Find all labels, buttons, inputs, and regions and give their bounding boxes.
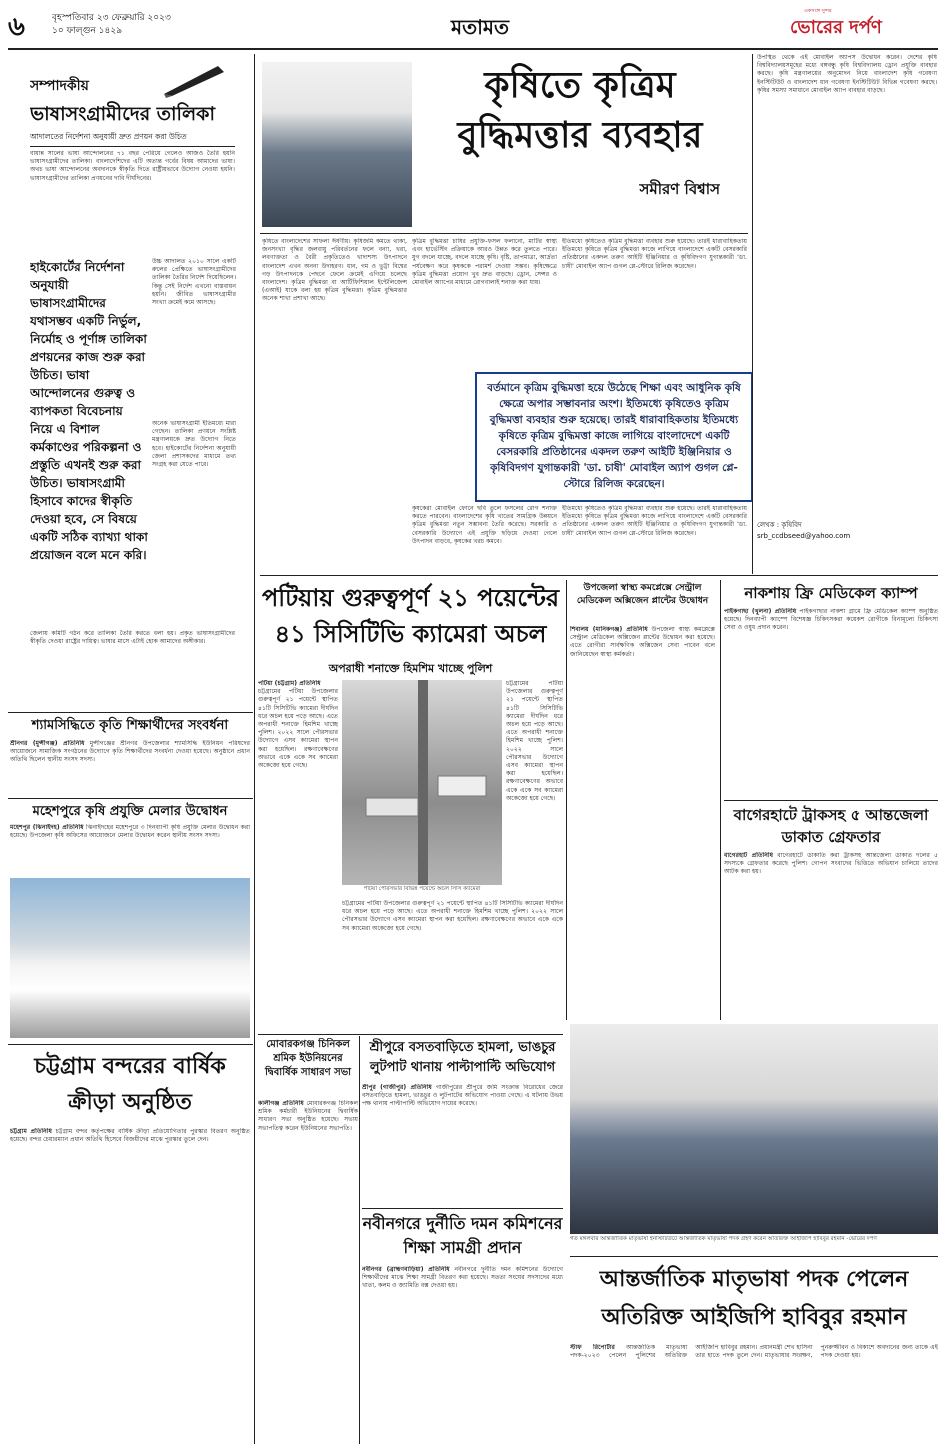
award-caption-text: গত মঙ্গলবার আন্তর্জাতিক মাতৃভাষা ইনস্টিটিউটে আন্তর্জাতিক মাতৃভাষা পদক গ্রহণ করেন অতিরিক্ত আইজিপি হাবিবুর রহমান [570,1236,845,1242]
mid-rule-1 [258,1034,563,1035]
left-rule-3 [8,1044,253,1045]
lead-title: কৃষিতে কৃত্রিম বুদ্ধিমত্তার ব্যবহার [457,64,703,156]
left-rule-1 [8,712,253,713]
editorial-intro: বায়ান্ন সালের ভাষা আন্দোলনের ৭১ বছর পেরিয়ে গেলেও আজও তৈরি হয়নি ভাষাসংগ্রামীদের তালিকা। বাংলাদেশিদের এটি অত্যন্ত গর্বের বিষয় আমাদের ভাষা। অথচ ভাষা আন্দোলনের অবদানকে স্বীকৃতি দিতে রাষ্ট্রীয়ভাবে উদ্যোগ নেওয়া হয়নি। ভাষাসংগ্রামীদের তালিকা প্রণয়নের দাবি দীর্ঘদিনের। [30,150,235,182]
date-bengali: ১০ ফাল্গুন ১৪২৯ [52,26,123,36]
sports-body [10,1128,250,1444]
sreepur-text: গাজীপুরের শ্রীপুরে জমি সংক্রান্ত বিরোধের জেরে বসতবাড়িতে হামলা, ভাঙচুর ও লুটপাটের অভিযোগ পাওয়া গেছে। এ ঘটনায় উভয় পক্ষ থানায় পাল্টাপাল্টি অভিযোগ দায়ের করেছে। [362,1084,563,1108]
acc-text: নবীনগরে দুর্নীতি দমন কমিশনের উদ্যোগে শিক্ষার্থীদের মাঝে শিক্ষা সামগ্রী বিতরণ করা হয়েছে। সততা সংঘের সদস্যদের মধ্যে খাতা, কলম ও জ্যামিতি বক্স দেওয়া হয়। [362,1266,563,1290]
left-rule-2 [8,798,253,799]
masthead-tagline: একসঙ্গে সুন্দর [804,8,832,14]
lead-byline: সমীরণ বিশ্বাস [639,180,720,198]
oxygen-title: উপজেলা স্বাস্থ্য কমপ্লেক্সে সেন্ট্রাল মেডিকেল অক্সিজেন প্লান্টের উদ্বোধন [576,583,709,606]
camp-text: পাইকগাছার নাকশা গ্রামে ফ্রি মেডিকেল ক্যাম্প অনুষ্ঠিত হয়েছে। দিনব্যাপী ক্যাম্পে বিশেষজ্ঞ চিকিৎসকরা কয়েকশ রোগীকে বিনামূল্যে চিকিৎসা সেবা ও ওষুধ প্রদান করেন। [724,608,938,632]
union-body [258,1100,358,1444]
sports-text: চট্টগ্রাম বন্দর কর্তৃপক্ষের বার্ষিক ক্রীড়া প্রতিযোগিতার পুরস্কার বিতরণ অনুষ্ঠিত হয়েছে। বন্দর চেয়ারম্যান প্রধান অতিথি হিসেবে বিজয়ীদের মাঝে পুরস্কার তুলে দেন। [10,1128,250,1144]
fair-text: ঝিনাইদহের মহেশপুরে ৩ দিনব্যাপী কৃষি প্রযুক্তি মেলার উদ্বোধন করা হয়েছে। উপজেলা কৃষি অফিসের আয়োজনে মেলার উদ্বোধন করেন স্থানীয় সংসদ সদস্য। [10,824,250,840]
award-title: আন্তর্জাতিক মাতৃভাষা পদক পেলেন অতিরিক্ত আইজিপি হাবিবুর রহমান [599,1266,909,1330]
editorial-rule [30,146,235,147]
union-dateline: কালীগঞ্জ প্রতিনিধি [258,1100,304,1107]
fair-body [10,824,250,874]
lead-column-divider [752,54,753,574]
header-rule [8,48,938,50]
section-name: মতামত [450,15,510,39]
oxygen-dateline: শিবালয় (মানিকগঞ্জ) প্রতিনিধি [570,626,648,633]
lead-column-4: উপস্থিত থেকে এই মোবাইল অ্যাপস উদ্বোধন করেন। দেশের কৃষি বিশ্ববিদ্যালয়সমূহের মধ্যে বঙ্গবন্ধু কৃষি বিশ্ববিদ্যালয় ড্রোন প্রযুক্তি ব্যবহার করছে। কৃষি মন্ত্রণালয়ের অনুমোদন নিয়ে বাংলাদেশ কৃষি গবেষণা ইনস্টিটিউট ও বাংলাদেশ ধান গবেষণা ইনস্টিটিউট বিভিন্ন গবেষণা করছে। কৃষির সমস্যা সমাধানে মোবাইল অ্যাপ ব্যবহার বাড়ছে। [757,54,937,94]
editorial-subtitle: আদালতের নির্দেশনা অনুযায়ী দ্রুত প্রণয়ন করা উচিত [30,132,187,141]
sreepur-body [362,1084,563,1204]
camp-divider [720,580,721,1020]
award-rule [570,1256,938,1257]
robbery-text: বাগেরহাটে ডাকাতি করা ট্রাকসহ আন্তজেলা ডাকাত দলের ৫ সদস্যকে গ্রেফতার করেছে পুলিশ। গোপন সংবাদের ভিত্তিতে অভিযান চালিয়ে তাদের আটক করা হয়। [724,852,938,876]
sports-title: চট্টগ্রাম বন্দরের বার্ষিক ক্রীড়া অনুষ্ঠিত [34,1053,226,1115]
author-photo [262,62,412,227]
editorial-pullquote: হাইকোর্টের নির্দেশনা অনুযায়ী ভাষাসংগ্রামীদের যথাসম্ভব একটি নির্ভুল, নির্মোহ ও পূর্ণাঙ্গ তালিকা প্রণয়নের কাজ শুরু করা উচিত। ভাষা আন্দোলনের গুরুত্ব ও ব্যাপকতা বিবেচনায় নিয়ে এ বিশাল কর্মকাণ্ডের পরিকল্পনা ও প্রস্তুতি এখনই শুরু করা উচিত। ভাষাসংগ্রামী হিসাবে কাদের স্বীকৃতি দেওয়া হবে, সে বিষয়ে একটি সঠিক ব্যাখ্যা থাকা প্রয়োজন বলে মনে করি। [30,260,148,562]
robbery-title: বাগেরহাটে ট্রাকসহ ৫ আন্তজেলা ডাকাত গ্রেফতার [733,806,929,846]
tribute-text: মুন্সীগঞ্জের শ্রীনগর উপজেলার শ্যামসিদ্ধি ইউনিয়ন পরিষদের আয়োজনে সামাজিক সংগঠনের উদ্যোগে কৃতি শিক্ষার্থীদের সংবর্ধনা দেওয়া হয়েছে। অনুষ্ঠানে প্রধান অতিথি ছিলেন স্থানীয় সংসদ সদস্য। [10,740,250,764]
union-text: মোবারকগঞ্জ চিনিকল শ্রমিক কর্মচারী ইউনিয়নের দ্বিবার্ষিক সাধারণ সভা অনুষ্ঠিত হয়েছে। সভায় সভাপতিত্ব করেন ইউনিয়নের সভাপতি। [258,1100,358,1132]
award-body [570,1344,938,1444]
award-credit: -ভোরের দর্পণ [846,1236,877,1242]
award-text: আন্তর্জাতিক মাতৃভাষা পদক-২০২৩ পেলেন পুলিশের অতিরিক্ত আইজিপি হাবিবুর রহমান। প্রধানমন্ত্রী শেখ হাসিনা তার হাতে পদক তুলে দেন। মাতৃভাষার সংরক্ষণ, পুনরুজ্জীবন ও বিকাশে অবদানের জন্য তাকে এই পদক দেওয়া হয়। [570,1344,938,1360]
patiya-dateline: পটিয়া (চট্টগ্রাম) প্রতিনিধি [258,680,321,687]
camp-title: নাকশায় ফ্রি মেডিকেল ক্যাম্প [744,584,918,602]
fair-dateline: মহেশপুর (ঝিনাইদহ) প্রতিনিধি [10,824,84,831]
camp-body [724,608,938,798]
award-photo [570,1024,938,1234]
sreepur-title: শ্রীপুরে বসতবাড়িতে হামলা, ভাঙচুর লুটপাট থানায় পাল্টাপাল্টি অভিযোগ [369,1040,556,1075]
union-title: মোবারকগঞ্জ চিনিকল শ্রমিক ইউনিয়নের দ্বিবার্ষিক সাধারণ সভা [264,1039,352,1078]
lead-column-3b: ইতিমধ্যে কৃষিতেও কৃত্রিম বুদ্ধিমত্তা ব্যবহার শুরু হয়েছে। তারই ধারাবাহিকতায় ইতিমধ্যে কৃষিতে কৃত্রিম বুদ্ধিমত্তা কাজে লাগিয়ে বাংলাদেশে একটি বেসরকারি প্রতিষ্ঠানের একদল তরুণ আইটি ইঞ্জিনিয়ার ও কৃষিবিদগণ যুগান্তকারী 'ডা. চাষী' মোবাইল অ্যাপ গুগল প্লে-স্টোরে রিলিজ করেছেন। [562,505,747,537]
patiya-text: চট্টগ্রামের পটিয়া উপজেলার গুরুত্বপূর্ণ ২১ পয়েন্টে স্থাপিত ৪১টি সিসিটিভি ক্যামেরা দীর্ঘদিন ধরে অচল হয়ে পড়ে আছে। এতে অপরাধী শনাক্তে হিমশিম খাচ্ছে পুলিশ। ২০২২ সালে পৌরসভার উদ্যোগে এসব ক্যামেরা স্থাপন করা হয়েছিল। রক্ষণাবেক্ষণের অভাবে একে একে সব ক্যামেরা অকেজো হয়ে গেছে। [258,688,338,770]
acc-dateline: নবীনগর (ব্রাহ্মণবাড়িয়া) প্রতিনিধি [362,1266,450,1273]
author-email: srb_ccdbseed@yahoo.com [757,532,851,540]
patiya-subtitle: অপরাধী শনাক্তে হিমশিম খাচ্ছে পুলিশ [328,662,493,675]
patiya-body-3: চট্টগ্রামের পটিয়া উপজেলার গুরুত্বপূর্ণ ২১ পয়েন্টে স্থাপিত ৪১টি সিসিটিভি ক্যামেরা দীর্ঘদিন ধরে অচল হয়ে পড়ে আছে। এতে অপরাধী শনাক্তে হিমশিম খাচ্ছে পুলিশ। ২০২২ সালে পৌরসভার উদ্যোগে এসব ক্যামেরা স্থাপন করা হয়েছিল। রক্ষণাবেক্ষণের অভাবে একে একে সব ক্যামেরা অকেজো হয়ে গেছে। [342,900,563,932]
fair-title: মহেশপুরে কৃষি প্রযুক্তি মেলার উদ্বোধন [32,804,228,819]
sreepur-dateline: শ্রীপুর (গাজীপুর) প্রতিনিধি [362,1084,432,1091]
tribute-dateline: শ্রীনগর (মুন্সীগঞ্জ) প্রতিনিধি [10,740,85,747]
patiya-body [258,680,338,1030]
editorial-label-box [30,74,150,96]
lead-rule-bottom [260,575,938,576]
editorial-body-2: অনেক ভাষাসংগ্রামী ইতিমধ্যে মারা গেছেন। তালিকা প্রণয়নে সংশ্লিষ্ট মন্ত্রণালয়কে দ্রুত উদ্যোগ নিতে হবে। হাইকোর্টের নির্দেশনা অনুযায়ী জেলা প্রশাসকদের মাধ্যমে তথ্য সংগ্রহ করা যেতে পারে। [152,420,236,469]
camp-dateline: পাইকগাছা (খুলনা) প্রতিনিধি [724,608,797,615]
editorial-closing: জেলায় কমিটি গঠন করে তালিকা তৈরি করতে বলা হয়। প্রকৃত ভাষাসংগ্রামীদের স্বীকৃতি দেওয়া রাষ্ট্রের দায়িত্ব। ভাষার মাসে এটাই হোক আমাদের অঙ্গীকার। [30,630,235,646]
award-dateline: স্টাফ রিপোর্টার [570,1344,615,1351]
cctv-photo [342,680,502,885]
robbery-dateline: বাগেরহাট প্রতিনিধি [724,852,774,859]
lead-author-note [757,520,937,560]
cctv-photo-caption: পটিয়া পৌরসভার বিভিন্ন পয়েন্টে অচল সিসি ক্যামেরা [363,886,481,892]
oxygen-body [570,626,715,1020]
lead-rule-top [260,233,748,234]
lead-pullquote: বর্তমানে কৃত্রিম বুদ্ধিমত্তা হয়ে উঠেছে শিক্ষা এবং আধুনিক কৃষি ক্ষেত্রে অপার সম্ভাবনার অংশ। ইতিমধ্যে কৃষিতেও কৃত্রিম বুদ্ধিমত্তা ব্যবহার শুরু হয়েছে। তারই ধারাবাহিকতায় ইতিমধ্যে কৃষিতে কৃত্রিম বুদ্ধিমত্তা কাজে লাগিয়ে বাংলাদেশে একটি বেসরকারি প্রতিষ্ঠানের একদল তরুণ আইটি ইঞ্জিনিয়ার ও কৃষিবিদগণ যুগান্তকারী 'ডা. চাষী' মোবাইল অ্যাপ গুগল প্লে-স্টোরে রিলিজ করেছেন। [475,372,753,502]
robbery-rule [724,800,938,801]
lead-column-3: ইতিমধ্যে কৃষিতেও কৃত্রিম বুদ্ধিমত্তা ব্যবহার শুরু হয়েছে। তারই ধারাবাহিকতায় ইতিমধ্যে কৃষিতে কৃত্রিম বুদ্ধিমত্তা কাজে লাগিয়ে বাংলাদেশে একটি বেসরকারি প্রতিষ্ঠানের একদল তরুণ আইটি ইঞ্জিনিয়ার ও কৃষিবিদগণ যুগান্তকারী 'ডা. চাষী' মোবাইল অ্যাপ গুগল প্লে-স্টোরে রিলিজ করেছেন। [562,238,747,270]
tribute-title: শ্যামসিদ্ধিতে কৃতি শিক্ষার্থীদের সংবর্ধনা [31,718,229,733]
robbery-body [724,852,938,1020]
acc-title: নবীনগরে দুর্নীতি দমন কমিশনের শিক্ষা সামগ্রী প্রদান [362,1214,563,1257]
fair-photo [10,878,250,1038]
date-gregorian: বৃহস্পতিবার ২৩ ফেব্রুয়ারি ২০২৩ [52,13,171,23]
lead-column-2b: কৃষকেরা মোবাইল ফোনে ছবি তুলে ফসলের রোগ শনাক্ত করতে পারবেন। বাংলাদেশের কৃষি খাতের সামগ্রিক উন্নয়নে কৃত্রিম বুদ্ধিমত্তা নতুন সম্ভাবনা তৈরি করেছে। সরকারি ও বেসরকারি উদ্যোগে এই প্রযুক্তি ছড়িয়ে দেওয়া গেলে উৎপাদন বাড়বে, কৃষকের খরচ কমবে। [412,505,557,545]
mid-column-divider [359,1036,360,1444]
date-line [52,12,272,42]
editorial-label: সম্পাদকীয় [30,78,89,94]
award-caption [570,1236,938,1252]
acc-body [362,1266,563,1444]
lead-column-2: কৃত্রিম বুদ্ধিমত্তা চাষির প্রযুক্তি-ফসল ফলানো, মাটির স্বাস্থ্য এবং হার্ভেস্টিং প্রক্রিয়াকে আরও উন্নত করে তুলতে পারে। যুগ বদলে যাচ্ছে, বদলে যাচ্ছে কৃষি। বৃষ্টি, তাপমাত্রা, আর্দ্রতা পর্যবেক্ষণ করে কৃষককে পরামর্শ দেওয়া সম্ভব। কৃষিক্ষেত্রে কৃত্রিম বুদ্ধিমত্তা প্রয়োগ খুব দ্রুত বাড়ছে। ড্রোন, সেন্সর ও মোবাইল অ্যাপের মাধ্যমে রোগবালাই শনাক্ত করা যায়। [412,238,557,287]
page-number: ৬ [8,12,25,42]
oxygen-text: উপজেলা স্বাস্থ্য কমপ্লেক্সে সেন্ট্রাল মেডিকেল অক্সিজেন প্লান্টের উদ্বোধন করা হয়েছে। এতে রোগীরা সার্বক্ষণিক অক্সিজেন সেবা পাবেন বলে জানিয়েছেন স্বাস্থ্য কর্মকর্তা। [570,626,715,658]
pen-icon [160,60,230,98]
oxygen-divider [566,580,567,1020]
patiya-body-2: চট্টগ্রামের পটিয়া উপজেলার গুরুত্বপূর্ণ ২১ পয়েন্টে স্থাপিত ৪১টি সিসিটিভি ক্যামেরা দীর্ঘদিন ধরে অচল হয়ে পড়ে আছে। এতে অপরাধী শনাক্তে হিমশিম খাচ্ছে পুলিশ। ২০২২ সালে পৌরসভার উদ্যোগে এসব ক্যামেরা স্থাপন করা হয়েছিল। রক্ষণাবেক্ষণের অভাবে একে একে সব ক্যামেরা অকেজো হয়ে গেছে। [506,680,563,802]
author-note: লেখক : কৃষিবিদ [757,521,802,529]
editorial-title: ভাষাসংগ্রামীদের তালিকা [30,103,215,125]
masthead-logo: ভোরের দর্পণ [790,17,882,38]
sports-dateline: চট্টগ্রাম প্রতিনিধি [10,1128,52,1135]
patiya-title: পটিয়ায় গুরুত্বপূর্ণ ২১ পয়েন্টের ৪১ সিসিটিভি ক্যামেরা অচল [261,583,560,648]
lead-column-1: কৃষিতে বাংলাদেশের সাফল্য ঈর্ষণীয়। কৃষিজমি কমতে থাকা, জনসংখ্যা বৃদ্ধির জলবায়ু পরিবর্তনের ফলে বন্যা, খরা, লবণাক্ততা ও বৈরী প্রকৃতিতেও খাদ্যশস্য উৎপাদনে বাংলাদেশ এখন অনন্য উদাহরণ। ধান, গম ও ভুট্টা বিশ্বের গড় উৎপাদনকে পেছনে ফেলে ক্রমেই এগিয়ে চলেছে বাংলাদেশ। কৃত্রিম বুদ্ধিমত্তা বা আর্টিফিশিয়াল ইন্টেলিজেন্স (এআই) যাকে বলা হয় কৃত্রিম বুদ্ধিমত্তা। কৃত্রিম বুদ্ধিমত্তার অনেক শাখা প্রশাখা আছে। [262,238,407,303]
editorial-body: উচ্চ আদালত ২০১০ সালে একটি রুলের প্রেক্ষিতে ভাষাসংগ্রামীদের তালিকা তৈরির নির্দেশ দিয়েছিলেন। কিন্তু সেই নির্দেশ এখনো বাস্তবায়ন হয়নি। জীবিত ভাষাসংগ্রামীর সংখ্যা ক্রমেই কমে আসছে। [152,258,236,307]
masthead [790,8,935,46]
left-column-divider [254,54,255,1444]
mid-rule-2 [362,1208,563,1209]
tribute-body [10,740,250,795]
